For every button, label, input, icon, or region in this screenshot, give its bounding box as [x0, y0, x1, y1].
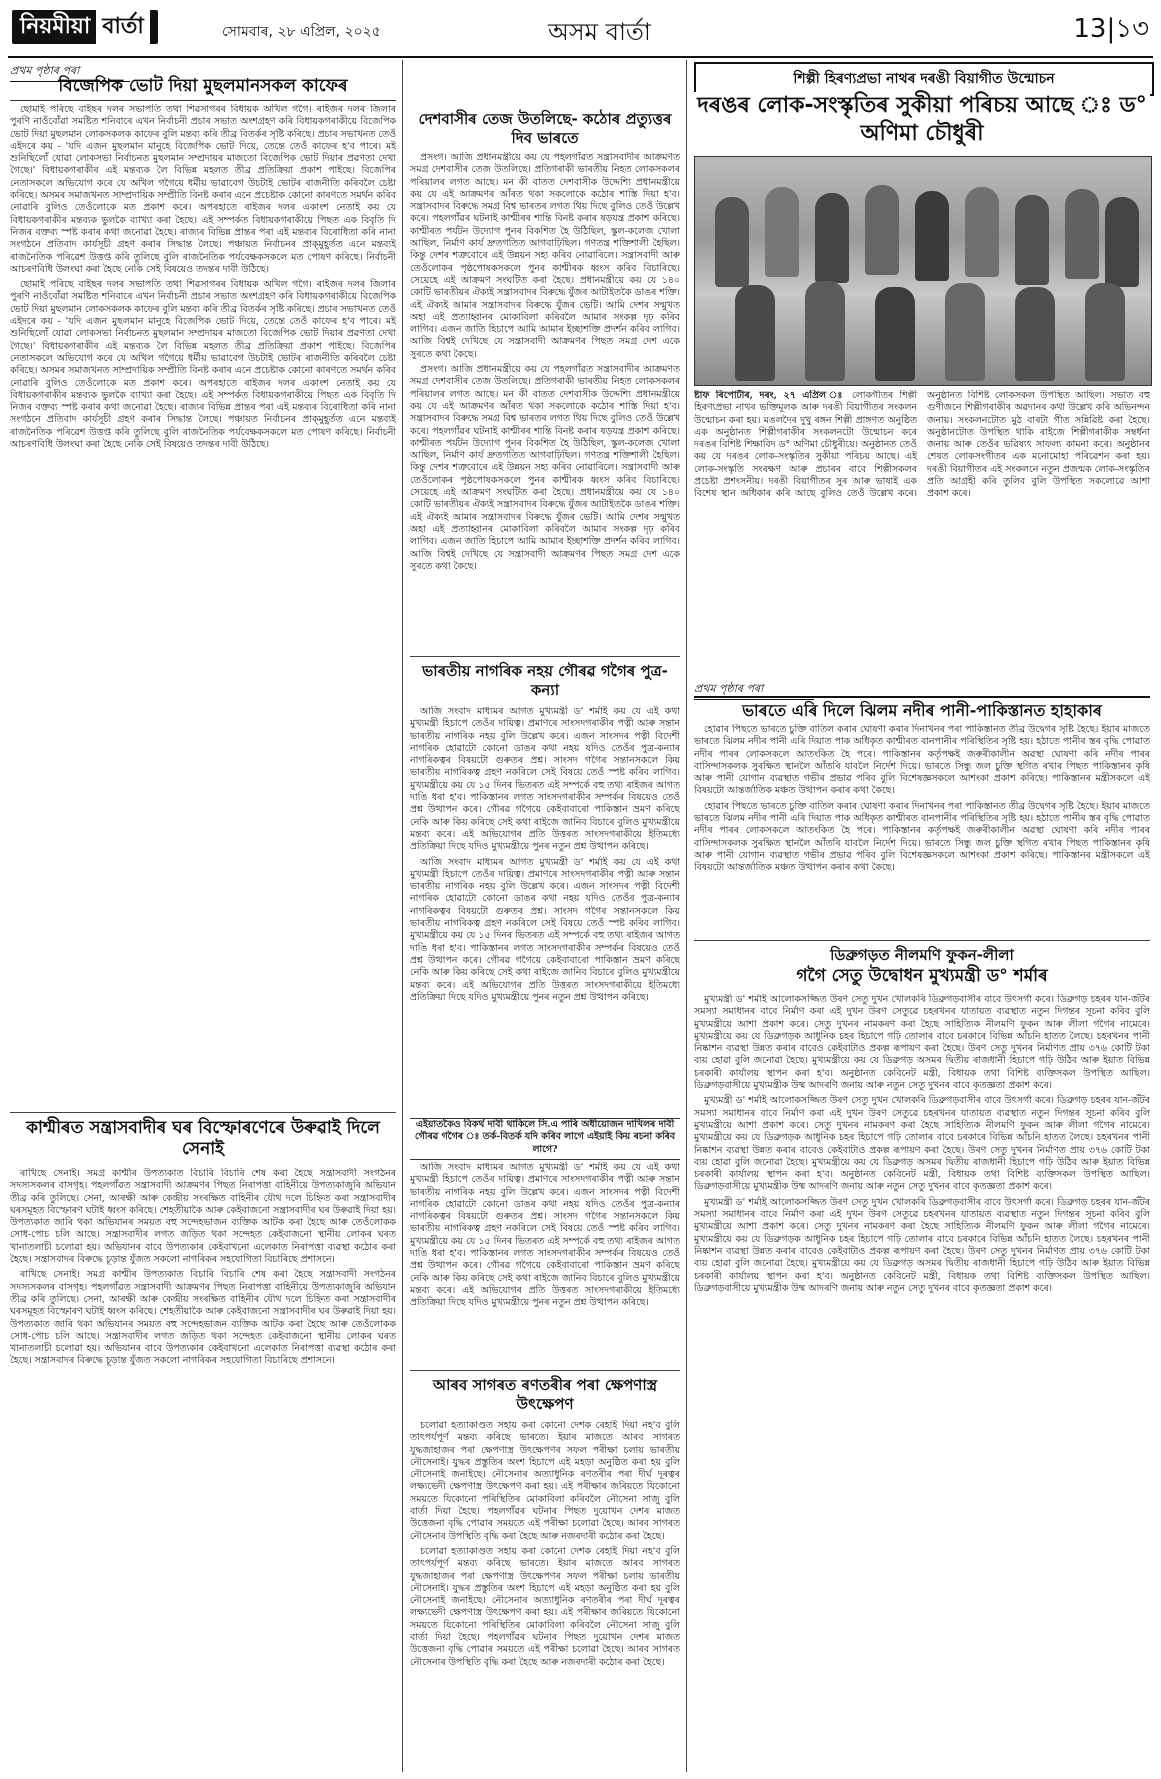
article2-text-cont: ৰাখিছে সেনাই। সমগ্ৰ কাশ্মীৰ উপত্যকাত বিচাৰি বিচাৰি শেষ কৰা হৈছে সন্ত্ৰাসবাদী সংগঠনৰ সদস্যসকলৰ বাসগৃহ। পহলগাঁৱত সন্ত্ৰাসবাদী আক্ৰমণৰ পিছত নিৰাপত্তা বাহিনীয়ে উপত্যকাজুৰি অভিযান তীব্ৰ কৰি তুলিছে। সেনা, আৰক্ষী আৰু কেন্দ্ৰীয় সংৰক্ষিত বাহিনীৰ যৌথ দলে চিহ্নিত কৰা সন্ত্ৰাসবাদীৰ ঘৰসমূহত বিস্ফোৰণ ঘটাই ধ্বংস কৰিছে। শেহতীয়াকৈ আৰু কেইবাজনো সন্ত্ৰাসবাদীৰ ঘৰ উৰুৱাই দিয়া হয়। উপত্যকাত জাৰি থকা অভিযানৰ সময়ত বহু সন্দেহভাজন ব্যক্তিক আটক কৰা হৈছে আৰু তেওঁলোকক সোধ-পোচ চলি আছে। সন্ত্ৰাসবাদীৰ লগত জড়িত থকা সন্দেহত কেইবাজনো স্থানীয় লোকৰ ঘৰত খানাতলাচী চলোৱা হয়। অভিযানৰ বাবে উপত্যকাৰ কেইবাখনো এলেকাত নিৰাপত্তা ব্যৱস্থা কঠোৰ কৰা হৈছে। সন্ত্ৰাসবাদৰ বিৰুদ্ধে চূড়ান্ত যুঁজত সকলো নাগৰিকৰ সহযোগিতা বিচাৰিছে প্ৰশাসনে।	[10, 1269, 396, 1367]
masthead	[8, 4, 1153, 58]
article6-kicker-headline: শিল্পী হিৰণ্যপ্ৰভা নাথৰ দৰঙী বিয়াগীত উন্মোচন	[694, 62, 1154, 96]
article4-text-cont: আজি সংবাদ মাধ্যমৰ আগত মুখ্যমন্ত্ৰী ড' শৰ্মাই কয় যে এই কথা মুখ্যমন্ত্ৰী হিচাপে তেওঁৰ দায়িত্ব। প্ৰমাণৰে সাংসদগৰাকীৰ পত্নী আৰু সন্তান ভাৰতীয় নাগৰিক নহয় বুলি উল্লেখ কৰে। এজন সাংসদৰ পত্নী বিদেশী নাগৰিক হোৱাটো কোনো ডাঙৰ কথা নহয় যদিও তেওঁৰ পুত্ৰ-কন্যাৰ নাগৰিকত্বৰ বিষয়টো গুৰুতৰ প্ৰশ্ন। সাংসদ গগৈৰ সন্তানসকলে কিয় ভাৰতীয় নাগৰিকত্ব গ্ৰহণ নকৰিলে সেই বিষয়ে তেওঁ স্পষ্ট কৰিব লাগিব। মুখ্যমন্ত্ৰীয়ে কয় যে ১৫ দিনৰ ভিতৰত এই সম্পৰ্কে বহু তথ্য ৰাইজৰ আগত দাঙি ধৰা হ'ব। পাকিস্তানৰ লগত সাংসদগৰাকীৰ সম্পৰ্কৰ বিষয়েও তেওঁ প্ৰশ্ন উত্থাপন কৰে। গৌৰৱ গগৈয়ে কেইবাবাৰো পাকিস্তান ভ্ৰমণ কৰিছে নেকি আৰু কিয় কৰিছে সেই কথা ৰাইজে জানিব বিচাৰে বুলিও মুখ্যমন্ত্ৰীয়ে মন্তব্য কৰে। এই অভিযোগৰ প্ৰতি উত্তৰত সাংসদগৰাকীয়ে ইতিমধ্যে প্ৰতিক্ৰিয়া দিছে যদিও মুখ্যমন্ত্ৰীয়ে পুনৰ নতুন প্ৰশ্ন উত্থাপন কৰিছে।	[410, 856, 680, 1003]
article4-body-cont	[410, 1162, 680, 1362]
photo-figure	[1105, 197, 1139, 287]
divider	[694, 940, 1150, 941]
photo-figure	[815, 193, 849, 283]
column-rule	[402, 60, 403, 1772]
dateline: ষ্টাফ ৰিপোৰ্টাৰ, দৰং, ২৭ এপ্ৰিল ঃ	[694, 390, 846, 401]
newspaper-logo	[12, 10, 158, 44]
page-number: 13|১৩	[1073, 14, 1149, 44]
article7-text: হোৱাৰ পিছতে ভাৰতে চুক্তি বাতিল কৰাৰ ঘোষণা কৰাৰ দিনাখনৰ পৰা পাকিস্তানত তীব্ৰ উদ্বেগৰ সৃষ্টি হৈছে। ইয়াৰ মাজতে ভাৰতে ঝিলম নদীৰ পানী এৰি দিয়াত পাক অধিকৃত কাশ্মীৰত বানপানীৰ পৰিস্থিতিৰ সৃষ্টি হয়। হঠাতে পানীৰ স্তৰ বৃদ্ধি পোৱাত নদীৰ পাৰৰ লোকসকলে আতংকিত হৈ পৰে। পাকিস্তানৰ কৰ্তৃপক্ষই জৰুৰীকালীন অৱস্থা ঘোষণা কৰি নদীৰ পাৰৰ বাসিন্দাসকলক সুৰক্ষিত স্থানলৈ আঁতৰি যাবলৈ নিৰ্দেশ দিয়ে। ভাৰতে সিন্ধু জল চুক্তি স্থগিত ৰখাৰ পিছত পাকিস্তানৰ কৃষি আৰু পানী যোগান ব্যৱস্থাত গভীৰ প্ৰভাৱ পৰিব বুলি বিশেষজ্ঞসকলে আশংকা প্ৰকাশ কৰিছে। পাকিস্তানৰ মন্ত্ৰীসকলে এই বিষয়টো আন্তৰ্জাতিক মঞ্চত উত্থাপন কৰাৰ কথা কৈছে।	[694, 724, 1150, 797]
photo-figure	[765, 187, 799, 277]
article2-text: ৰাখিছে সেনাই। সমগ্ৰ কাশ্মীৰ উপত্যকাত বিচাৰি বিচাৰি শেষ কৰা হৈছে সন্ত্ৰাসবাদী সংগঠনৰ সদস্যসকলৰ বাসগৃহ। পহলগাঁৱত সন্ত্ৰাসবাদী আক্ৰমণৰ পিছত নিৰাপত্তা বাহিনীয়ে উপত্যকাজুৰি অভিযান তীব্ৰ কৰি তুলিছে। সেনা, আৰক্ষী আৰু কেন্দ্ৰীয় সংৰক্ষিত বাহিনীৰ যৌথ দলে চিহ্নিত কৰা সন্ত্ৰাসবাদীৰ ঘৰসমূহত বিস্ফোৰণ ঘটাই ধ্বংস কৰিছে। শেহতীয়াকৈ আৰু কেইবাজনো সন্ত্ৰাসবাদীৰ ঘৰ উৰুৱাই দিয়া হয়। উপত্যকাত জাৰি থকা অভিযানৰ সময়ত বহু সন্দেহভাজন ব্যক্তিক আটক কৰা হৈছে আৰু তেওঁলোকক সোধ-পোচ চলি আছে। সন্ত্ৰাসবাদীৰ লগত জড়িত থকা সন্দেহত কেইবাজনো স্থানীয় লোকৰ ঘৰত খানাতলাচী চলোৱা হয়। অভিযানৰ বাবে উপত্যকাৰ কেইবাখনো এলেকাত নিৰাপত্তা ব্যৱস্থা কঠোৰ কৰা হৈছে। সন্ত্ৰাসবাদৰ বিৰুদ্ধে চূড়ান্ত যুঁজত সকলো নাগৰিকৰ সহযোগিতা বিচাৰিছে প্ৰশাসনে।	[10, 1168, 396, 1266]
continued-kicker-1: প্ৰথম পৃষ্ঠাৰ পৰা	[10, 62, 130, 82]
issue-date: সোমবাৰ, ২৮ এপ্ৰিল, ২০২৫	[222, 24, 381, 40]
article4-headline: ভাৰতীয় নাগৰিক নহয় গৌৰৱ গগৈৰ পুত্ৰ-কন্যা	[422, 662, 668, 699]
article4-body	[410, 706, 680, 1114]
photo-figure	[965, 187, 999, 277]
article5-body	[410, 1420, 680, 1770]
photo-figure	[915, 191, 949, 281]
column-rule	[686, 60, 687, 1772]
article8-text: মুখ্যমন্ত্ৰী ড' শৰ্মাই আলোকসজ্জিত উৰণ সেতু দুখন খোলকৰি ডিব্ৰুগড়বাসীৰ বাবে উৎসৰ্গা কৰে। ডিব্ৰুগড় চহৰৰ যান-জঁটৰ সমস্যা সমাধানৰ বাবে নিৰ্মাণ কৰা এই দুখন উৰণ সেতুৱে চহৰখনৰ যাতায়ত ব্যৱস্থাত নতুন দিগন্তৰ সূচনা কৰিব বুলি মুখ্যমন্ত্ৰীয়ে আশা প্ৰকাশ কৰে। সেতু দুখনৰ নামকৰণ কৰা হৈছে সাহিত্যিক নীলমণি ফুকন আৰু লীলা গগৈৰ নামেৰে। মুখ্যমন্ত্ৰীয়ে কয় যে ডিব্ৰুগড়ক আধুনিক চহৰ হিচাপে গঢ়ি তোলাৰ বাবে চৰকাৰে বিভিন্ন আঁচনি হাতত লৈছে। চহৰখনৰ পানী নিষ্কাশন ব্যৱস্থা উন্নত কৰাৰ বাবেও কেইবাটাও প্ৰকল্প ৰূপায়ণ কৰা হৈছে। উৰণ সেতু দুখনৰ নিৰ্মাণত প্ৰায় ৩৭৬ কোটি টকা ব্যয় হোৱা বুলি জনোৱা হৈছে। মুখ্যমন্ত্ৰীয়ে কয় যে ডিব্ৰুগড় অসমৰ দ্বিতীয় ৰাজধানী হিচাপে গঢ়ি উঠিব আৰু ইয়াত বিভিন্ন চৰকাৰী কাৰ্যালয় স্থাপন কৰা হ'ব। অনুষ্ঠানত কেবিনেট মন্ত্ৰী, বিধায়ক তথা বিশিষ্ট ব্যক্তিসকল উপস্থিত আছিল। ডিব্ৰুগড়বাসীয়ে মুখ্যমন্ত্ৰীক উষ্ম আদৰণি জনায় আৰু নতুন সেতু দুখনৰ বাবে কৃতজ্ঞতা প্ৰকাশ কৰে।	[694, 994, 1150, 1092]
article4-text-more: আজি সংবাদ মাধ্যমৰ আগত মুখ্যমন্ত্ৰী ড' শৰ্মাই কয় যে এই কথা মুখ্যমন্ত্ৰী হিচাপে তেওঁৰ দায়িত্ব। প্ৰমাণৰে সাংসদগৰাকীৰ পত্নী আৰু সন্তান ভাৰতীয় নাগৰিক নহয় বুলি উল্লেখ কৰে। এজন সাংসদৰ পত্নী বিদেশী নাগৰিক হোৱাটো কোনো ডাঙৰ কথা নহয় যদিও তেওঁৰ পুত্ৰ-কন্যাৰ নাগৰিকত্বৰ বিষয়টো গুৰুতৰ প্ৰশ্ন। সাংসদ গগৈৰ সন্তানসকলে কিয় ভাৰতীয় নাগৰিকত্ব গ্ৰহণ নকৰিলে সেই বিষয়ে তেওঁ স্পষ্ট কৰিব লাগিব। মুখ্যমন্ত্ৰীয়ে কয় যে ১৫ দিনৰ ভিতৰত এই সম্পৰ্কে বহু তথ্য ৰাইজৰ আগত দাঙি ধৰা হ'ব। পাকিস্তানৰ লগত সাংসদগৰাকীৰ সম্পৰ্কৰ বিষয়েও তেওঁ প্ৰশ্ন উত্থাপন কৰে। গৌৰৱ গগৈয়ে কেইবাবাৰো পাকিস্তান ভ্ৰমণ কৰিছে নেকি আৰু কিয় কৰিছে সেই কথা ৰাইজে জানিব বিচাৰে বুলিও মুখ্যমন্ত্ৰীয়ে মন্তব্য কৰে। এই অভিযোগৰ প্ৰতি উত্তৰত সাংসদগৰাকীয়ে ইতিমধ্যে প্ৰতিক্ৰিয়া দিছে যদিও মুখ্যমন্ত্ৰীয়ে পুনৰ নতুন প্ৰশ্ন উত্থাপন কৰিছে।	[410, 1162, 680, 1309]
divider	[10, 1112, 396, 1113]
article1-body	[10, 104, 396, 1104]
article4-subhead: এইয়াতকৈও বিকৰ্থ দাবী থাকিলে সি.এ পাৰি অধীয়োজন দাখিলৰ দাবী গৌৰৱ গগৈৰ ঃ তৰ্ক-বিতৰ্ক যদি কৰিব লাগে এইয়াই কিয় ৰচনা কৰিব লাগে?	[410, 1118, 680, 1160]
article1-text-cont: ছোমাই পৰিছে বাইছৰ দলৰ সভাপতি তথা শিৱসাগৰৰ বিধায়ক অখিল গগৈ। ৰাইজৰ দলৰ জিলাৰ পুৰণি নাওঁবোঁৱা সমষ্টিত শনিবাৰে এখন নিৰ্বাচনী প্ৰচাৰ সভাত অংশগ্ৰহণ কৰি বিধায়কগৰাকীয়ে বিজেপিক ভোট দিয়া মুছলমান লোকসকলক কাফেৰ বুলি মন্তব্য কৰি তীব্ৰ বিতৰ্কৰ সৃষ্টি কৰিছে। প্ৰচাৰ সভাখনত তেওঁ এইদৰে কয় - 'যদি এজন মুছলমান মানুহে বিজেপিক ভোট দিয়ে, তেন্তে তেওঁ কাফেৰ হ'ব পাৰে। মই শুনিছিলোঁ যোৱা লোকসভা নিৰ্বাচনত মুছলমান সম্প্ৰদায়ৰ মাজতো বিজেপিক ভোট দিয়াৰ প্ৰৱণতা দেখা গৈছে।' বিধায়কগৰাকীৰ এই মন্তব্যক লৈ বিভিন্ন মহলত তীব্ৰ প্ৰতিক্ৰিয়া প্ৰকাশ পাইছে। বিজেপিৰ নেতাসকলে অভিযোগ কৰে যে অখিল গগৈয়ে ধৰ্মীয় ভাৱাবেগ উচটাই ভোটৰ ৰাজনীতি কৰিবলৈ চেষ্টা কৰিছে। অসমৰ সমাজখনত সাম্প্ৰদায়িক সম্প্ৰীতি বিনষ্ট কৰাৰ এনে প্ৰচেষ্টাক কোনো কাৰণতে সমৰ্থন কৰিব নোৱাৰি বুলিও তেওঁলোকে মত প্ৰকাশ কৰে। অপৰহাতে ৰাইজৰ দলৰ একাংশ নেতাই কয় যে বিধায়কগৰাকীৰ মন্তব্যক ভুলকৈ ব্যাখ্যা কৰা হৈছে। এই সম্পৰ্কত বিধায়কগৰাকীয়ে পিছত এক বিবৃতি দি নিজৰ বক্তব্য স্পষ্ট কৰাৰ কথা জনোৱা হৈছে। ৰাজ্যৰ বিভিন্ন প্ৰান্তৰ পৰা এই মন্তব্যৰ বিৰোধিতা কৰি নানা সংগঠনে প্ৰতিবাদ কাৰ্যসূচী গ্ৰহণ কৰাৰ সিদ্ধান্ত লৈছে। পঞ্চায়ত নিৰ্বাচনৰ প্ৰাক্‌মুহূৰ্তত এনে মন্তব্যই ৰাজনৈতিক পৰিৱেশ উত্তপ্ত কৰি তুলিছে বুলি ৰাজনৈতিক পৰ্যবেক্ষকসকলে মত পোষণ কৰিছে। নিৰ্বাচনী আচৰণবিধি উলংঘা কৰা হৈছে নেকি সেই বিষয়েও তদন্তৰ দাবী উঠিছে।	[10, 279, 396, 451]
photo-figure	[865, 185, 899, 275]
article3-body	[410, 152, 680, 650]
article8-headline-line1: ডিব্ৰুগড়ত নীলমণি ফুকন-লীলা	[830, 946, 1014, 964]
article7-headline: ভাৰতে এৰি দিলে ঝিলম নদীৰ পানী-পাকিস্তানত হাহাকাৰ	[694, 696, 1150, 721]
article5-text: চলোৱা হত্যাকাণ্ডত সহায় কৰা কোনো দেশক ৰেহাই দিয়া নহ'ব বুলি তাৎপৰ্যপূৰ্ণ মন্তব্য কৰিছে ভাৰতে। ইয়াৰ মাজতে আৰব সাগৰত যুদ্ধজাহাজৰ পৰা ক্ষেপণাস্ত্ৰ উৎক্ষেপণৰ সফল পৰীক্ষা চলায় ভাৰতীয় নৌসেনাই। যুদ্ধৰ প্ৰস্তুতিৰ অংশ হিচাপে এই মহড়া অনুষ্ঠিত কৰা হয় বুলি নৌসেনাই জনাইছে। নৌসেনাৰ অত্যাধুনিক ৰণতৰীৰ পৰা দীৰ্ঘ দূৰত্বৰ লক্ষ্যভেদী ক্ষেপণাস্ত্ৰ উৎক্ষেপণ কৰা হয়। এই পৰীক্ষাৰ জৰিয়তে যিকোনো সময়তে যিকোনো পৰিস্থিতিৰ মোকাবিলা কৰিবলৈ নৌসেনা সাজু বুলি বাৰ্তা দিয়া হৈছে। পহলগাঁৱৰ ঘটনাৰ পিছত দুয়োখন দেশৰ মাজত উত্তেজনা বৃদ্ধি পোৱাৰ সময়তে এই পৰীক্ষা চলোৱা হৈছে। আৰব সাগৰত নৌসেনাৰ উপস্থিতি বৃদ্ধি কৰা হৈছে আৰু নজৰদাৰী কঠোৰ কৰা হৈছে।	[410, 1420, 680, 1542]
article5-headline: আৰব সাগৰত ৰণতৰীৰ পৰা ক্ষেপণাস্ত্ৰ উৎক্ষেপণ	[432, 1376, 658, 1413]
photo-figure	[715, 197, 749, 287]
continued-kicker-2: প্ৰথম পৃষ্ঠাৰ পৰা	[694, 680, 814, 700]
divider	[410, 1370, 680, 1371]
article8-headline-line2: গগৈ সেতু উদ্বোধন মুখ্যমন্ত্ৰী ড° শৰ্মাৰ	[796, 966, 1048, 986]
article2-headline: কাশ্মীৰত সন্ত্ৰাসবাদীৰ ঘৰ বিস্ফোৰণেৰে উৰুৱাই দিলে সেনাই	[26, 1118, 380, 1160]
article4-text: আজি সংবাদ মাধ্যমৰ আগত মুখ্যমন্ত্ৰী ড' শৰ্মাই কয় যে এই কথা মুখ্যমন্ত্ৰী হিচাপে তেওঁৰ দায়িত্ব। প্ৰমাণৰে সাংসদগৰাকীৰ পত্নী আৰু সন্তান ভাৰতীয় নাগৰিক নহয় বুলি উল্লেখ কৰে। এজন সাংসদৰ পত্নী বিদেশী নাগৰিক হোৱাটো কোনো ডাঙৰ কথা নহয় যদিও তেওঁৰ পুত্ৰ-কন্যাৰ নাগৰিকত্বৰ বিষয়টো গুৰুতৰ প্ৰশ্ন। সাংসদ গগৈৰ সন্তানসকলে কিয় ভাৰতীয় নাগৰিকত্ব গ্ৰহণ নকৰিলে সেই বিষয়ে তেওঁ স্পষ্ট কৰিব লাগিব। মুখ্যমন্ত্ৰীয়ে কয় যে ১৫ দিনৰ ভিতৰত এই সম্পৰ্কে বহু তথ্য ৰাইজৰ আগত দাঙি ধৰা হ'ব। পাকিস্তানৰ লগত সাংসদগৰাকীৰ সম্পৰ্কৰ বিষয়েও তেওঁ প্ৰশ্ন উত্থাপন কৰে। গৌৰৱ গগৈয়ে কেইবাবাৰো পাকিস্তান ভ্ৰমণ কৰিছে নেকি আৰু কিয় কৰিছে সেই কথা ৰাইজে জানিব বিচাৰে বুলিও মুখ্যমন্ত্ৰীয়ে মন্তব্য কৰে। এই অভিযোগৰ প্ৰতি উত্তৰত সাংসদগৰাকীয়ে ইতিমধ্যে প্ৰতিক্ৰিয়া দিছে যদিও মুখ্যমন্ত্ৰীয়ে পুনৰ নতুন প্ৰশ্ন উত্থাপন কৰিছে।	[410, 706, 680, 853]
article7-text-cont: হোৱাৰ পিছতে ভাৰতে চুক্তি বাতিল কৰাৰ ঘোষণা কৰাৰ দিনাখনৰ পৰা পাকিস্তানত তীব্ৰ উদ্বেগৰ সৃষ্টি হৈছে। ইয়াৰ মাজতে ভাৰতে ঝিলম নদীৰ পানী এৰি দিয়াত পাক অধিকৃত কাশ্মীৰত বানপানীৰ পৰিস্থিতিৰ সৃষ্টি হয়। হঠাতে পানীৰ স্তৰ বৃদ্ধি পোৱাত নদীৰ পাৰৰ লোকসকলে আতংকিত হৈ পৰে। পাকিস্তানৰ কৰ্তৃপক্ষই জৰুৰীকালীন অৱস্থা ঘোষণা কৰি নদীৰ পাৰৰ বাসিন্দাসকলক সুৰক্ষিত স্থানলৈ আঁতৰি যাবলৈ নিৰ্দেশ দিয়ে। ভাৰতে সিন্ধু জল চুক্তি স্থগিত ৰখাৰ পিছত পাকিস্তানৰ কৃষি আৰু পানী যোগান ব্যৱস্থাত গভীৰ প্ৰভাৱ পৰিব বুলি বিশেষজ্ঞসকলে আশংকা প্ৰকাশ কৰিছে। পাকিস্তানৰ মন্ত্ৰীসকলে এই বিষয়টো আন্তৰ্জাতিক মঞ্চত উত্থাপন কৰাৰ কথা কৈছে।	[694, 800, 1150, 874]
photo-figure	[735, 285, 775, 381]
section-title: অসম বাৰ্তা	[548, 18, 651, 46]
photo-figure	[945, 283, 985, 381]
article3-headline: দেশবাসীৰ তেজ উতলিছে- কঠোৰ প্ৰত্যুত্তৰ দিব ভাৰতে	[418, 110, 672, 147]
article6-body	[694, 390, 1150, 670]
article6-text: লোকগীতৰ শিল্পী হিৰণ্যপ্ৰভা নাথৰ ভক্তিমূলক আৰু দৰঙী বিয়াগীতৰ সংকলন উন্মোচন কৰা হয়। মঙলদৈৰ দুখু ৰঙ্গন শিল্পী প্ৰাঙ্গণত অনুষ্ঠিত এক অনুষ্ঠানত শিল্পীগৰাকীৰ সংকলনটো উন্মোচন কৰে দৰঙৰ বিশিষ্ট শিক্ষাবিদ ড° অণিমা চৌধুৰীয়ে। অনুষ্ঠানত তেওঁ কয় যে দৰঙৰ লোক-সংস্কৃতিৰ সুকীয়া পৰিচয় আছে। এই লোক-সংস্কৃতি সংৰক্ষণ আৰু প্ৰচাৰৰ বাবে শিল্পীসকলৰ প্ৰচেষ্টা প্ৰশংসনীয়। দৰঙী বিয়াগীতৰ সুৰ আৰু ভাষাই এক বিশেষ স্থান অধিকাৰ কৰি আছে বুলিও তেওঁ উল্লেখ কৰে। অনুষ্ঠানত বিশিষ্ট লোকসকল উপস্থিত আছিল। সভাত বহু গুণীজনে শিল্পীগৰাকীৰ অৱদানৰ কথা উল্লেখ কৰি অভিনন্দন জনায়। সংকলনটোত মুঠ বাৰটা গীত সন্নিৱিষ্ট কৰা হৈছে। অনুষ্ঠানটোত উপস্থিত থাকি ৰাইজে শিল্পীগৰাকীক সম্বৰ্ধনা জনায় আৰু তেওঁৰ ভৱিষ্যৎ সাফল্য কামনা কৰে। অনুষ্ঠানৰ শেষত লোকসংগীতৰ এক মনোমোহা পৰিৱেশন কৰা হয়। দৰঙী বিয়াগীতৰ এই সংকলনে নতুন প্ৰজন্মক লোক-সংস্কৃতিৰ প্ৰতি আগ্ৰহী কৰি তুলিব বুলি উপস্থিত সকলোৱে আশা প্ৰকাশ কৰে।	[694, 390, 1150, 500]
article8-text-more: মুখ্যমন্ত্ৰী ড' শৰ্মাই আলোকসজ্জিত উৰণ সেতু দুখন খোলকৰি ডিব্ৰুগড়বাসীৰ বাবে উৎসৰ্গা কৰে। ডিব্ৰুগড় চহৰৰ যান-জঁটৰ সমস্যা সমাধানৰ বাবে নিৰ্মাণ কৰা এই দুখন উৰণ সেতুৱে চহৰখনৰ যাতায়ত ব্যৱস্থাত নতুন দিগন্তৰ সূচনা কৰিব বুলি মুখ্যমন্ত্ৰীয়ে আশা প্ৰকাশ কৰে। সেতু দুখনৰ নামকৰণ কৰা হৈছে সাহিত্যিক নীলমণি ফুকন আৰু লীলা গগৈৰ নামেৰে। মুখ্যমন্ত্ৰীয়ে কয় যে ডিব্ৰুগড়ক আধুনিক চহৰ হিচাপে গঢ়ি তোলাৰ বাবে চৰকাৰে বিভিন্ন আঁচনি হাতত লৈছে। চহৰখনৰ পানী নিষ্কাশন ব্যৱস্থা উন্নত কৰাৰ বাবেও কেইবাটাও প্ৰকল্প ৰূপায়ণ কৰা হৈছে। উৰণ সেতু দুখনৰ নিৰ্মাণত প্ৰায় ৩৭৬ কোটি টকা ব্যয় হোৱা বুলি জনোৱা হৈছে। মুখ্যমন্ত্ৰীয়ে কয় যে ডিব্ৰুগড় অসমৰ দ্বিতীয় ৰাজধানী হিচাপে গঢ়ি উঠিব আৰু ইয়াত বিভিন্ন চৰকাৰী কাৰ্যালয় স্থাপন কৰা হ'ব। অনুষ্ঠানত কেবিনেট মন্ত্ৰী, বিধায়ক তথা বিশিষ্ট ব্যক্তিসকল উপস্থিত আছিল। ডিব্ৰুগড়বাসীয়ে মুখ্যমন্ত্ৰীক উষ্ম আদৰণি জনায় আৰু নতুন সেতু দুখনৰ বাবে কৃতজ্ঞতা প্ৰকাশ কৰে।	[694, 1196, 1150, 1294]
article1-headline: বিজেপিক ভোট দিয়া মুছলমানসকল কাফেৰ	[10, 76, 396, 101]
photo-figure	[1065, 189, 1099, 279]
article6-headline: দৰঙৰ লোক-সংস্কৃতিৰ সুকীয়া পৰিচয় আছে ঃ ড° অণিমা চৌধুৰী	[694, 92, 1150, 147]
logo-part1: নিয়মীয়া	[20, 13, 91, 39]
article7-body	[694, 724, 1150, 934]
article3-text-cont: প্ৰসংগ। আজি প্ৰধানমন্ত্ৰীয়ে কয় যে পহলগাঁৱত সন্ত্ৰাসবাদীৰ আক্ৰমণত সমগ্ৰ দেশবাসীৰ তেজ উতলিছে। প্ৰতিগৰাকী ভাৰতীয় নিহত লোকসকলৰ পৰিয়ালৰ লগত আছে। মন কী বাতত দেশবাসীক উদ্দেশ্যি প্ৰধানমন্ত্ৰীয়ে কয় যে এই আক্ৰমণৰ আঁৰত থকা সকলোকে কঠোৰ শাস্তি দিয়া হ'ব। সন্ত্ৰাসবাদৰ বিৰুদ্ধে সমগ্ৰ বিশ্ব ভাৰতৰ লগত থিয় দিছে বুলিও তেওঁ উল্লেখ কৰে। পহলগাঁৱৰ ঘটনাই কাশ্মীৰৰ শান্তি বিনষ্ট কৰাৰ ষড়যন্ত্ৰ প্ৰকাশ কৰিছে। কাশ্মীৰত পৰ্যটন উদ্যোগ পুনৰ বিকশিত হৈ উঠিছিল, স্কুল-কলেজ খোলা আছিল, নিৰ্মাণ কাৰ্য দ্ৰুতগতিত আগবাঢ়িছিল। গণতন্ত্ৰ শক্তিশালী হৈছিল। কিন্তু দেশৰ শত্ৰুবোৰে এই উন্নয়ন সহ্য কৰিব নোৱাৰিলে। সন্ত্ৰাসবাদী আৰু তেওঁলোকৰ পৃষ্ঠপোষকসকলে পুনৰ কাশ্মীৰক ধ্বংস কৰিব বিচাৰিছে। সেয়েহে এই আক্ৰমণ সংঘটিত কৰা হৈছে। প্ৰধানমন্ত্ৰীয়ে কয় যে ১৪০ কোটি ভাৰতীয়ৰ ঐক্যই সন্ত্ৰাসবাদৰ বিৰুদ্ধে যুঁজৰ আটাইতকৈ ডাঙৰ শক্তি। এই ঐক্যই আমাৰ সন্ত্ৰাসবাদৰ বিৰুদ্ধে যুঁজৰ ভেটি। আমি দেশৰ সন্মুখত অহা এই প্ৰত্যাহ্বানৰ মোকাবিলা কৰিবলৈ আমাৰ সংকল্প দৃঢ় কৰিব লাগিব। এজন জাতি হিচাপে আমি আমাৰ ইচ্ছাশক্তি প্ৰদৰ্শন কৰিব লাগিব। আজি বিশ্বই দেখিছে যে সন্ত্ৰাসবাদী আক্ৰমণৰ পিছত সমগ্ৰ দেশ একে সুৰতে কথা কৈছে।	[410, 364, 680, 572]
photo-figure	[1015, 195, 1049, 285]
article5-text-cont: চলোৱা হত্যাকাণ্ডত সহায় কৰা কোনো দেশক ৰেহাই দিয়া নহ'ব বুলি তাৎপৰ্যপূৰ্ণ মন্তব্য কৰিছে ভাৰতে। ইয়াৰ মাজতে আৰব সাগৰত যুদ্ধজাহাজৰ পৰা ক্ষেপণাস্ত্ৰ উৎক্ষেপণৰ সফল পৰীক্ষা চলায় ভাৰতীয় নৌসেনাই। যুদ্ধৰ প্ৰস্তুতিৰ অংশ হিচাপে এই মহড়া অনুষ্ঠিত কৰা হয় বুলি নৌসেনাই জনাইছে। নৌসেনাৰ অত্যাধুনিক ৰণতৰীৰ পৰা দীৰ্ঘ দূৰত্বৰ লক্ষ্যভেদী ক্ষেপণাস্ত্ৰ উৎক্ষেপণ কৰা হয়। এই পৰীক্ষাৰ জৰিয়তে যিকোনো সময়তে যিকোনো পৰিস্থিতিৰ মোকাবিলা কৰিবলৈ নৌসেনা সাজু বুলি বাৰ্তা দিয়া হৈছে। পহলগাঁৱৰ ঘটনাৰ পিছত দুয়োখন দেশৰ মাজত উত্তেজনা বৃদ্ধি পোৱাৰ সময়তে এই পৰীক্ষা চলোৱা হৈছে। আৰব সাগৰত নৌসেনাৰ উপস্থিতি বৃদ্ধি কৰা হৈছে আৰু নজৰদাৰী কঠোৰ কৰা হৈছে।	[410, 1545, 680, 1668]
photo-figure	[1085, 283, 1125, 381]
photo-figure	[875, 287, 915, 381]
article1-text: ছোমাই পৰিছে বাইছৰ দলৰ সভাপতি তথা শিৱসাগৰৰ বিধায়ক অখিল গগৈ। ৰাইজৰ দলৰ জিলাৰ পুৰণি নাওঁবোঁৱা সমষ্টিত শনিবাৰে এখন নিৰ্বাচনী প্ৰচাৰ সভাত অংশগ্ৰহণ কৰি বিধায়কগৰাকীয়ে বিজেপিক ভোট দিয়া মুছলমান লোকসকলক কাফেৰ বুলি মন্তব্য কৰি তীব্ৰ বিতৰ্কৰ সৃষ্টি কৰিছে। প্ৰচাৰ সভাখনত তেওঁ এইদৰে কয় - 'যদি এজন মুছলমান মানুহে বিজেপিক ভোট দিয়ে, তেন্তে তেওঁ কাফেৰ হ'ব পাৰে। মই শুনিছিলোঁ যোৱা লোকসভা নিৰ্বাচনত মুছলমান সম্প্ৰদায়ৰ মাজতো বিজেপিক ভোট দিয়াৰ প্ৰৱণতা দেখা গৈছে।' বিধায়কগৰাকীৰ এই মন্তব্যক লৈ বিভিন্ন মহলত তীব্ৰ প্ৰতিক্ৰিয়া প্ৰকাশ পাইছে। বিজেপিৰ নেতাসকলে অভিযোগ কৰে যে অখিল গগৈয়ে ধৰ্মীয় ভাৱাবেগ উচটাই ভোটৰ ৰাজনীতি কৰিবলৈ চেষ্টা কৰিছে। অসমৰ সমাজখনত সাম্প্ৰদায়িক সম্প্ৰীতি বিনষ্ট কৰাৰ এনে প্ৰচেষ্টাক কোনো কাৰণতে সমৰ্থন কৰিব নোৱাৰি বুলিও তেওঁলোকে মত প্ৰকাশ কৰে। অপৰহাতে ৰাইজৰ দলৰ একাংশ নেতাই কয় যে বিধায়কগৰাকীৰ মন্তব্যক ভুলকৈ ব্যাখ্যা কৰা হৈছে। এই সম্পৰ্কত বিধায়কগৰাকীয়ে পিছত এক বিবৃতি দি নিজৰ বক্তব্য স্পষ্ট কৰাৰ কথা জনোৱা হৈছে। ৰাজ্যৰ বিভিন্ন প্ৰান্তৰ পৰা এই মন্তব্যৰ বিৰোধিতা কৰি নানা সংগঠনে প্ৰতিবাদ কাৰ্যসূচী গ্ৰহণ কৰাৰ সিদ্ধান্ত লৈছে। পঞ্চায়ত নিৰ্বাচনৰ প্ৰাক্‌মুহূৰ্তত এনে মন্তব্যই ৰাজনৈতিক পৰিৱেশ উত্তপ্ত কৰি তুলিছে বুলি ৰাজনৈতিক পৰ্যবেক্ষকসকলে মত পোষণ কৰিছে। নিৰ্বাচনী আচৰণবিধি উলংঘা কৰা হৈছে নেকি সেই বিষয়েও তদন্তৰ দাবী উঠিছে।	[10, 104, 396, 275]
event-photo	[694, 156, 1152, 386]
article8-text-cont: মুখ্যমন্ত্ৰী ড' শৰ্মাই আলোকসজ্জিত উৰণ সেতু দুখন খোলকৰি ডিব্ৰুগড়বাসীৰ বাবে উৎসৰ্গা কৰে। ডিব্ৰুগড় চহৰৰ যান-জঁটৰ সমস্যা সমাধানৰ বাবে নিৰ্মাণ কৰা এই দুখন উৰণ সেতুৱে চহৰখনৰ যাতায়ত ব্যৱস্থাত নতুন দিগন্তৰ সূচনা কৰিব বুলি মুখ্যমন্ত্ৰীয়ে আশা প্ৰকাশ কৰে। সেতু দুখনৰ নামকৰণ কৰা হৈছে সাহিত্যিক নীলমণি ফুকন আৰু লীলা গগৈৰ নামেৰে। মুখ্যমন্ত্ৰীয়ে কয় যে ডিব্ৰুগড়ক আধুনিক চহৰ হিচাপে গঢ়ি তোলাৰ বাবে চৰকাৰে বিভিন্ন আঁচনি হাতত লৈছে। চহৰখনৰ পানী নিষ্কাশন ব্যৱস্থা উন্নত কৰাৰ বাবেও কেইবাটাও প্ৰকল্প ৰূপায়ণ কৰা হৈছে। উৰণ সেতু দুখনৰ নিৰ্মাণত প্ৰায় ৩৭৬ কোটি টকা ব্যয় হোৱা বুলি জনোৱা হৈছে। মুখ্যমন্ত্ৰীয়ে কয় যে ডিব্ৰুগড় অসমৰ দ্বিতীয় ৰাজধানী হিচাপে গঢ়ি উঠিব আৰু ইয়াত বিভিন্ন চৰকাৰী কাৰ্যালয় স্থাপন কৰা হ'ব। অনুষ্ঠানত কেবিনেট মন্ত্ৰী, বিধায়ক তথা বিশিষ্ট ব্যক্তিসকল উপস্থিত আছিল। ডিব্ৰুগড়বাসীয়ে মুখ্যমন্ত্ৰীক উষ্ম আদৰণি জনায় আৰু নতুন সেতু দুখনৰ বাবে কৃতজ্ঞতা প্ৰকাশ কৰে।	[694, 1095, 1150, 1193]
article6-text-wrap	[694, 390, 1150, 502]
article2-body	[10, 1168, 396, 1770]
divider	[410, 656, 680, 657]
article3-text: প্ৰসংগ। আজি প্ৰধানমন্ত্ৰীয়ে কয় যে পহলগাঁৱত সন্ত্ৰাসবাদীৰ আক্ৰমণত সমগ্ৰ দেশবাসীৰ তেজ উতলিছে। প্ৰতিগৰাকী ভাৰতীয় নিহত লোকসকলৰ পৰিয়ালৰ লগত আছে। মন কী বাতত দেশবাসীক উদ্দেশ্যি প্ৰধানমন্ত্ৰীয়ে কয় যে এই আক্ৰমণৰ আঁৰত থকা সকলোকে কঠোৰ শাস্তি দিয়া হ'ব। সন্ত্ৰাসবাদৰ বিৰুদ্ধে সমগ্ৰ বিশ্ব ভাৰতৰ লগত থিয় দিছে বুলিও তেওঁ উল্লেখ কৰে। পহলগাঁৱৰ ঘটনাই কাশ্মীৰৰ শান্তি বিনষ্ট কৰাৰ ষড়যন্ত্ৰ প্ৰকাশ কৰিছে। কাশ্মীৰত পৰ্যটন উদ্যোগ পুনৰ বিকশিত হৈ উঠিছিল, স্কুল-কলেজ খোলা আছিল, নিৰ্মাণ কাৰ্য দ্ৰুতগতিত আগবাঢ়িছিল। গণতন্ত্ৰ শক্তিশালী হৈছিল। কিন্তু দেশৰ শত্ৰুবোৰে এই উন্নয়ন সহ্য কৰিব নোৱাৰিলে। সন্ত্ৰাসবাদী আৰু তেওঁলোকৰ পৃষ্ঠপোষকসকলে পুনৰ কাশ্মীৰক ধ্বংস কৰিব বিচাৰিছে। সেয়েহে এই আক্ৰমণ সংঘটিত কৰা হৈছে। প্ৰধানমন্ত্ৰীয়ে কয় যে ১৪০ কোটি ভাৰতীয়ৰ ঐক্যই সন্ত্ৰাসবাদৰ বিৰুদ্ধে যুঁজৰ আটাইতকৈ ডাঙৰ শক্তি। এই ঐক্যই আমাৰ সন্ত্ৰাসবাদৰ বিৰুদ্ধে যুঁজৰ ভেটি। আমি দেশৰ সন্মুখত অহা এই প্ৰত্যাহ্বানৰ মোকাবিলা কৰিবলৈ আমাৰ সংকল্প দৃঢ় কৰিব লাগিব। এজন জাতি হিচাপে আমি আমাৰ ইচ্ছাশক্তি প্ৰদৰ্শন কৰিব লাগিব। আজি বিশ্বই দেখিছে যে সন্ত্ৰাসবাদী আক্ৰমণৰ পিছত সমগ্ৰ দেশ একে সুৰতে কথা কৈছে।	[410, 152, 680, 360]
article8-body	[694, 994, 1150, 1770]
photo-figure	[1015, 287, 1055, 381]
photo-figure	[805, 281, 845, 381]
logo-part2: বাৰ্তা	[96, 9, 150, 46]
